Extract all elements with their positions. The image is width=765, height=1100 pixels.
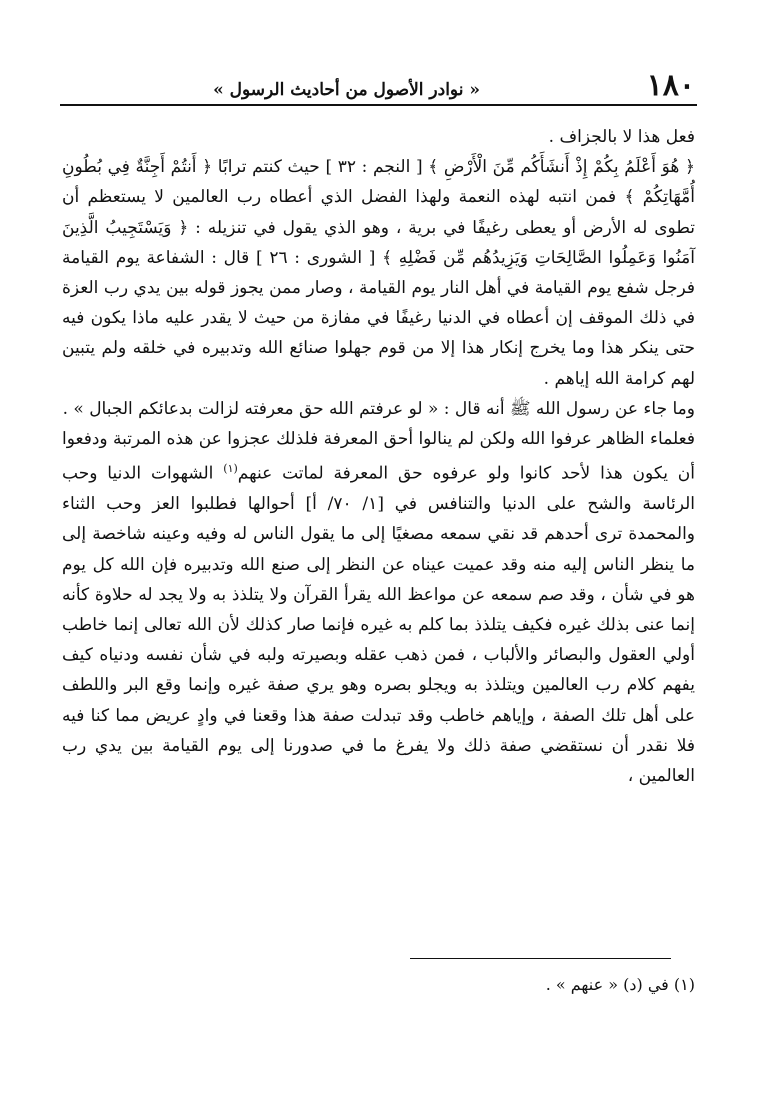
header-rule	[60, 104, 697, 106]
paragraph-1: فعل هذا لا بالجزاف .	[548, 127, 695, 147]
page-number: ١٨٠	[646, 68, 695, 103]
body-text	[62, 122, 695, 791]
paragraph-3: وما جاء عن رسول الله ﷺ أنه قال : « لو عرفتم الله حق معرفته لزالت بدعائكم الجبال » .	[62, 398, 695, 419]
paragraph-2: ﴿ هُوَ أَعْلَمُ بِكُمْ إِذْ أَنشَأَكُم مِّنَ الْأَرْضِ ﴾ [ النجم : ٣٢ ] حيث كنتم ترابًا ﴿ أَنتُمْ أَجِنَّةٌ فِي بُطُونِ أُمَّهَاتِكُمْ ﴾ فمن انتبه لهذه النعمة ولهذا الفضل الذي أعطاه رب العالمين لا يستعظم أن تطوى له الأرض أو يعطى رغيفًا في برية ، وهو الذي يقول في تنزيله : ﴿ وَيَسْتَجِيبُ الَّذِينَ آمَنُوا وَعَمِلُوا الصَّالِحَاتِ وَيَزِيدُهُم مِّن فَضْلِهِ ﴾ [ الشورى : ٢٦ ] قال : الشفاعة يوم القيامة فرجل شفع يوم القيامة في أهل النار يوم القيامة ، وصار ممن يجوز قوله بين يدي رب العزة في ذلك الموقف إن أعطاه في الدنيا رغيفًا في مفازة من حيث لا يقدر عليه ماذا يكون فيه حتى ينكر هذا وما يخرج إنكار هذا إلا من قوم جهلوا صنائع الله وتدبيره في خلقه ولم يتبين لهم كرامة الله إياهم .	[62, 157, 696, 389]
footnote-marker: (١)	[223, 462, 238, 476]
footnote	[62, 972, 695, 998]
paragraph-4-part-2: الشهوات الدنيا وحب الرئاسة والشح على الدنيا والتنافس في [١/ ٧٠/ أ] أحوالها فطلبوا العز وحب الثناء والمحمدة ترى أحدهم قد نقي سمعه مصغيًا إلى ما يقول الناس له وفيه وعينه شاخصة إلى ما ينظر الناس إليه منه وقد عميت عيناه عن النظر إلى صنع الله وتدبيره فإن الله كل يوم هو في شأن ، وقد صم سمعه عن مواعظ الله يقرأ القرآن ولا يتلذذ به ولا يجد له حلاوة كأنه إنما عنى بذلك غيره فكيف يتلذذ بما كلم به غيره فإنما صار كذلك لأن الله تعالى إنما خاطب أولي العقول والبصائر والألباب ، فمن ذهب عقله وبصيرته ولبه في شأن نفسه ودنياه كيف يفهم كلام رب العالمين ويتلذذ به ويجلو بصره وهو يري صفة غيره وإنما وقع البر واللطف على أهل تلك الصفة ، وإياهم خاطب وقد تبدلت صفة هذا وقعنا في وادٍ عريض مما كنا فيه فلا نقدر أن نستقضي صفة ذلك ولا يفرغ ما في صدورنا إلى يوم القيامة بين يدي رب العالمين ،	[62, 463, 695, 786]
footnote-number: (١)	[673, 975, 695, 994]
paragraph-4-part-1: فعلماء الظاهر عرفوا الله ولكن لم ينالوا أحق المعرفة فلذلك عجزوا عن هذه المرتبة ودفعوا أن يكون هذا لأحد كانوا ولو عرفوه حق المعرفة لماتت عنهم	[62, 429, 696, 484]
running-title: « نوادر الأصول من أحاديث الرسول »	[213, 80, 480, 100]
paragraph-4	[62, 424, 695, 791]
footnote-rule	[410, 958, 671, 959]
footnote-text: في (د) « عنهم » .	[545, 975, 669, 994]
